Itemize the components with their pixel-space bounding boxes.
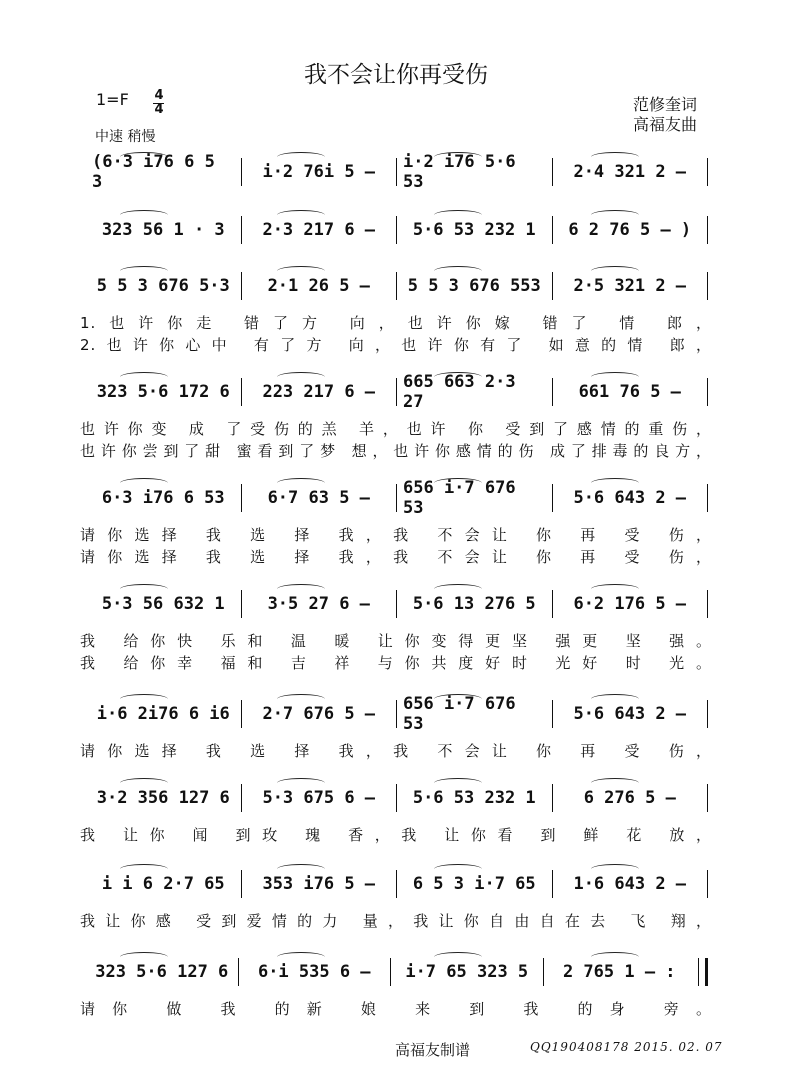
notation-line — [86, 272, 708, 300]
measure-notes: i·7 65 323 5 — [405, 962, 529, 982]
slur-mark — [434, 694, 482, 704]
measure-notes: 5 5 3 676 553 — [407, 276, 541, 296]
measure — [242, 788, 397, 808]
bar-line — [707, 158, 708, 186]
slur-mark — [434, 952, 482, 962]
measure — [86, 962, 238, 982]
lyric-line: 请你选择 我 选 择 我，我 不会让 你 再 受 伤， — [80, 742, 712, 760]
measure — [397, 220, 552, 240]
slur-mark — [591, 864, 639, 874]
notation-line — [86, 478, 708, 518]
notation-line — [86, 870, 708, 898]
bar-line — [707, 590, 708, 618]
slur-mark — [120, 210, 168, 220]
key-signature: 1=F — [96, 90, 129, 109]
measure — [553, 788, 708, 808]
lyric-line: 也许你变 成 了受伤的羔 羊，也许 你 受到了感情的重伤， — [80, 420, 712, 438]
tempo-marking: 中速 稍慢 — [95, 129, 156, 145]
measure — [242, 162, 397, 182]
slur-mark — [434, 152, 482, 162]
lyric-line: 请你选择 我 选 择 我，我 不会让 你 再 受 伤， — [80, 526, 712, 544]
measure — [397, 594, 552, 614]
slur-mark — [277, 478, 325, 488]
lyric-line: 也许你尝到了甜 蜜看到了梦 想，也许你感情的伤 成了排毒的良方， — [80, 442, 712, 460]
measure-notes: 2 765 1 – : — [562, 962, 676, 982]
measure — [242, 594, 397, 614]
slur-mark — [591, 478, 639, 488]
measure-notes: 2·5 321 2 – — [573, 276, 687, 296]
slur-mark — [120, 952, 168, 962]
measure-notes: 2·7 676 5 – — [262, 704, 376, 724]
lyric-line: 1.也许你走 错了方 向，也许你嫁 错了 情 郎， — [80, 314, 712, 332]
lyric-line: 请你选择 我 选 择 我，我 不会让 你 再 受 伤， — [80, 548, 712, 566]
slur-mark — [591, 266, 639, 276]
bar-line — [707, 216, 708, 244]
lyric-line: 请你 做 我 的新 娘 来 到 我 的身 旁。 — [80, 1000, 712, 1018]
slur-mark — [277, 778, 325, 788]
slur-mark — [120, 778, 168, 788]
notation-line — [86, 694, 708, 734]
measure — [239, 962, 391, 982]
measure-notes: 5·3 675 6 – — [262, 788, 376, 808]
measure-notes: 323 56 1 · 3 — [101, 220, 225, 240]
slur-mark — [120, 152, 168, 162]
measure-notes: 6·i 535 6 – — [257, 962, 371, 982]
slur-mark — [120, 372, 168, 382]
slur-mark — [591, 372, 639, 382]
time-signature-top: 4 — [154, 88, 164, 103]
slur-mark — [434, 478, 482, 488]
measure-notes: 5·6 643 2 – — [573, 704, 687, 724]
measure — [397, 874, 552, 894]
transcriber-credit: 高福友制谱 — [395, 1041, 471, 1059]
slur-mark — [434, 778, 482, 788]
bar-line — [707, 484, 708, 512]
measure — [391, 962, 543, 982]
measure — [86, 276, 241, 296]
measure-notes: 2·1 26 5 – — [267, 276, 370, 296]
measure-notes: 6 276 5 – — [583, 788, 676, 808]
slur-mark — [277, 584, 325, 594]
slur-mark — [591, 210, 639, 220]
measure-notes: 6·2 176 5 – — [573, 594, 687, 614]
measure-notes: 5·6 643 2 – — [573, 488, 687, 508]
measure-notes: 656 i·7 676 53 — [403, 694, 516, 734]
bar-line — [707, 700, 708, 728]
measure-notes: 3·2 356 127 6 — [96, 788, 230, 808]
measure — [242, 874, 397, 894]
notation-line — [86, 958, 708, 986]
measure-notes: 6·3 i76 6 53 — [101, 488, 225, 508]
slur-mark — [434, 210, 482, 220]
measure — [553, 162, 708, 182]
slur-mark — [120, 266, 168, 276]
lyric-line: 2.也许你心中 有了方 向，也许你有了 如意的情 郎， — [80, 336, 712, 354]
lyric-line: 我 给你快 乐和 温 暖 让你变得更坚 强更 坚 强。 — [80, 632, 712, 650]
measure — [86, 788, 241, 808]
notation-line — [86, 784, 708, 812]
measure-notes: 223 217 6 – — [262, 382, 376, 402]
measure-notes: 353 i76 5 – — [262, 874, 376, 894]
measure — [86, 704, 241, 724]
slur-mark — [277, 694, 325, 704]
measure — [553, 276, 708, 296]
composer-credit: 高福友曲 — [633, 115, 698, 134]
lyric-line: 我 给你幸 福和 吉 祥 与你共度好时 光好 时 光。 — [80, 654, 712, 672]
slur-mark — [434, 372, 482, 382]
lyric-line: 我让你感 受到爱情的力 量，我让你自由自在去 飞 翔， — [80, 912, 712, 930]
measure — [86, 220, 241, 240]
notation-line — [86, 216, 708, 244]
slur-mark — [591, 584, 639, 594]
measure — [86, 488, 241, 508]
slur-mark — [277, 952, 325, 962]
measure — [242, 220, 397, 240]
slur-mark — [591, 778, 639, 788]
measure — [242, 704, 397, 724]
measure — [242, 382, 397, 402]
measure-notes: 665 663 2·3 27 — [403, 372, 516, 412]
notation-line — [86, 590, 708, 618]
measure-notes: i·2 76i 5 – — [262, 162, 376, 182]
measure-notes: 2·4 321 2 – — [573, 162, 687, 182]
measure — [553, 594, 708, 614]
measure-notes: 6 2 76 5 – ) — [568, 220, 692, 240]
final-repeat-bar — [698, 958, 708, 986]
contact-and-date: QQ190408178 2015. 02. 07 — [530, 1040, 723, 1054]
slur-mark — [120, 584, 168, 594]
measure — [553, 382, 708, 402]
measure-notes: 5·6 53 232 1 — [412, 220, 536, 240]
lyric-line: 我 让你 闻 到玫 瑰 香，我 让你看 到 鲜 花 放， — [80, 826, 712, 844]
measure-notes: (6·3 i76 6 5 3 — [92, 152, 215, 192]
measure — [242, 488, 397, 508]
slur-mark — [277, 210, 325, 220]
time-signature-bottom: 4 — [154, 102, 164, 117]
measure-notes: 1·6 643 2 – — [573, 874, 687, 894]
bar-line — [707, 272, 708, 300]
slur-mark — [120, 694, 168, 704]
bar-line — [707, 784, 708, 812]
measure-notes: 323 5·6 127 6 — [95, 962, 229, 982]
slur-mark — [120, 478, 168, 488]
measure-notes: 3·5 27 6 – — [267, 594, 370, 614]
slur-mark — [277, 864, 325, 874]
notation-line — [86, 152, 708, 192]
measure-notes: 5·6 13 276 5 — [412, 594, 536, 614]
slur-mark — [591, 694, 639, 704]
measure — [553, 488, 708, 508]
measure-notes: 5 5 3 676 5·3 — [96, 276, 230, 296]
measure-notes: 323 5·6 172 6 — [96, 382, 230, 402]
bar-line — [707, 378, 708, 406]
slur-mark — [434, 864, 482, 874]
measure-notes: i i 6 2·7 65 — [101, 874, 225, 894]
measure — [544, 962, 696, 982]
measure-notes: i·6 2i76 6 i6 — [96, 704, 230, 724]
measure-notes: 2·3 217 6 – — [262, 220, 376, 240]
slur-mark — [434, 266, 482, 276]
measure-notes: 5·6 53 232 1 — [412, 788, 536, 808]
slur-mark — [277, 152, 325, 162]
measure-notes: 6·7 63 5 – — [267, 488, 370, 508]
measure — [553, 704, 708, 724]
measure-notes: 656 i·7 676 53 — [403, 478, 516, 518]
measure — [86, 594, 241, 614]
song-title: 我不会让你再受伤 — [304, 62, 488, 88]
measure — [242, 276, 397, 296]
measure-notes: 661 76 5 – — [578, 382, 681, 402]
slur-mark — [591, 152, 639, 162]
measure — [397, 788, 552, 808]
slur-mark — [434, 584, 482, 594]
notation-line — [86, 372, 708, 412]
bar-line — [707, 870, 708, 898]
measure-notes: i·2 i76 5·6 53 — [403, 152, 516, 192]
slur-mark — [591, 952, 639, 962]
slur-mark — [120, 864, 168, 874]
lyricist-credit: 范修奎词 — [633, 95, 698, 114]
measure — [397, 276, 552, 296]
measure-notes: 5·3 56 632 1 — [101, 594, 225, 614]
measure — [86, 874, 241, 894]
measure — [553, 874, 708, 894]
slur-mark — [277, 266, 325, 276]
measure — [86, 382, 241, 402]
measure-notes: 6 5 3 i·7 65 — [412, 874, 536, 894]
slur-mark — [277, 372, 325, 382]
measure — [553, 220, 708, 240]
